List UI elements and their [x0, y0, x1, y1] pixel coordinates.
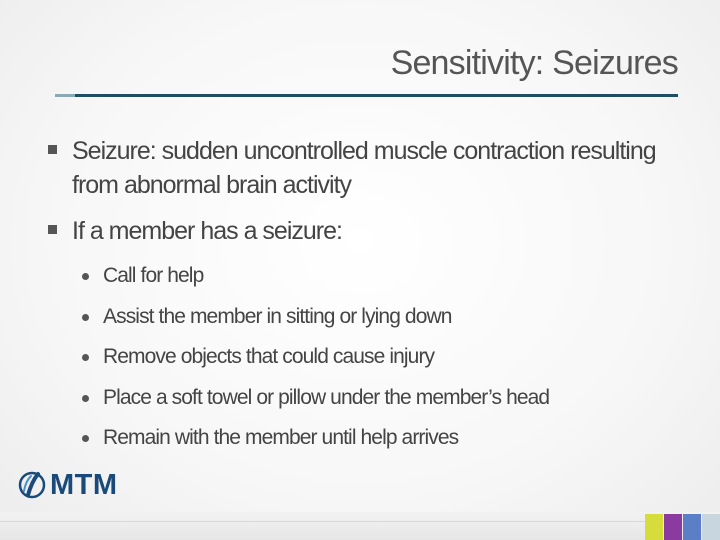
footer-band: [0, 512, 720, 540]
round-bullet-icon: [82, 395, 89, 402]
round-bullet-icon: [82, 314, 89, 321]
sub-bullet-text: Call for help: [103, 264, 204, 287]
sub-bullet-text: Place a soft towel or pillow under the member’s head: [103, 385, 550, 409]
footer-divider: [0, 521, 720, 522]
slide-title: Sensitivity: Seizures: [390, 44, 678, 82]
sub-bullet-item: [80, 337, 549, 378]
sub-bullet-item: [80, 418, 549, 459]
round-bullet-icon: [82, 354, 89, 361]
sub-bullet-list: [80, 256, 549, 459]
sub-bullet-item: [80, 297, 549, 338]
sub-bullet-text: Remain with the member until help arrives: [103, 426, 459, 449]
sub-bullet-text: Remove objects that could cause injury: [103, 345, 435, 368]
bullet-text: If a member has a seizure:: [72, 217, 342, 245]
sub-bullet-text: Assist the member in sitting or lying down: [103, 304, 452, 328]
logo-text: MTM: [50, 468, 118, 501]
color-block-light-blue: [702, 514, 720, 540]
color-block-yellow: [645, 514, 663, 540]
bullet-text: Seizure: sudden uncontrolled muscle contraction resulting from abnormal brain activity: [72, 137, 656, 199]
round-bullet-icon: [82, 435, 89, 442]
sub-bullet-item: [80, 378, 549, 419]
mtm-logo: [18, 467, 118, 503]
square-bullet-icon: [48, 225, 57, 234]
bullet-item: [48, 214, 668, 248]
footer-color-blocks: [644, 514, 720, 540]
round-bullet-icon: [82, 273, 89, 280]
bullet-item: [48, 134, 668, 202]
bullet-list: [48, 134, 668, 260]
square-bullet-icon: [48, 145, 57, 154]
sub-bullet-item: [80, 256, 549, 297]
color-block-purple: [664, 514, 682, 540]
color-block-blue: [683, 514, 701, 540]
mtm-swoosh-icon: [18, 468, 46, 502]
title-underline: [55, 94, 678, 97]
title-underline-accent: [55, 94, 75, 97]
